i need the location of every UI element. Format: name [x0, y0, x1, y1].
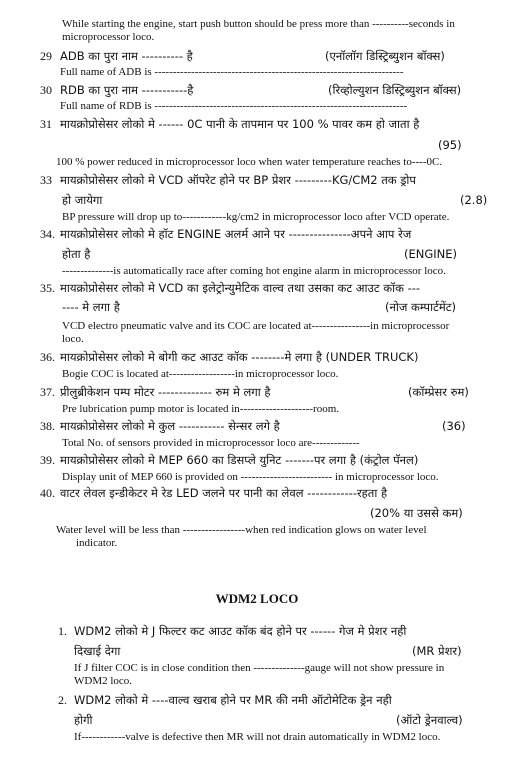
question-34-number: 34.: [40, 227, 55, 241]
question-38-number: 38.: [40, 419, 55, 433]
question-37-answer: (कॉम्प्रेसर रुम): [408, 385, 469, 399]
question-38-english: Total No. of sensors provided in microprocessor loco are-------------: [62, 437, 360, 449]
question-36-english: Bogie COC is located at------------------in microprocessor loco.: [62, 368, 339, 380]
wdm2-question-2-hindi: WDM2 लोको मे ----वाल्व खराब होने पर MR की नमी ऑटोमेटिक ड्रेन नही: [74, 693, 392, 707]
wdm2-question-1-answer: (MR प्रेशर): [412, 644, 462, 658]
question-35-english-line-2: loco.: [62, 333, 84, 345]
question-36-number: 36.: [40, 350, 55, 364]
wdm2-question-1-english: If J filter COC is in close condition then --------------gauge will not show pressure in: [74, 662, 445, 674]
question-36-hindi: मायक्रोप्रोसेसर लोको मे बोगी कट आउट कॉक --------मे लगा है (UNDER TRUCK): [60, 350, 419, 364]
question-40-hindi: वाटर लेवल इन्डीकेटर मे रेड LED जलने पर पानी का लेवल ------------रहता है: [60, 486, 388, 500]
question-37-hindi: प्रीलुब्रीकेशन पम्प मोटर ------------- रुम मे लगा है: [60, 385, 271, 399]
question-35-hindi-line-2: ---- मे लगा है: [62, 300, 120, 314]
question-29-english: Full name of ADB is --------------------------------------------------------------------: [60, 66, 404, 78]
intro-line-1: While starting the engine, start push button should be press more than ----------seconds in: [62, 18, 455, 30]
wdm2-question-1-english-line-2: WDM2 loco.: [74, 675, 133, 687]
question-39-english: Display unit of MEP 660 is provided on ------------------------- in microprocessor loco.: [62, 471, 439, 483]
question-30-hindi: RDB का पुरा नाम -----------है: [60, 83, 194, 97]
question-34-answer: (ENGINE): [404, 247, 458, 261]
section-title: WDM2 LOCO: [215, 591, 299, 606]
question-31-english: 100 % power reduced in microprocessor loco when water temperature reaches to----0C.: [56, 156, 443, 168]
question-39-hindi: मायक्रोप्रोसेसर लोको मे MEP 660 का डिसप्ले युनिट -------पर लगा है (कंट्रोल पॅनल): [60, 453, 419, 467]
question-34-hindi: मायक्रोप्रोसेसर लोको मे हॉट ENGINE अलर्म आने पर ---------------अपने आप रेज: [60, 227, 412, 241]
question-35-hindi: मायक्रोप्रोसेसर लोको मे VCD का इलेट्रोन्युमेटिक वाल्व तथा उसका कट आउट कॉक ---: [60, 281, 421, 295]
question-39-number: 39.: [40, 453, 55, 467]
question-35-answer: (नोज कम्पार्टमेंट): [385, 300, 457, 314]
question-31-answer: (95): [438, 138, 462, 152]
question-34-hindi-line-2: होता है: [62, 247, 91, 261]
question-40-english-line-2: indicator.: [76, 537, 118, 549]
question-35-english: VCD electro pneumatic valve and its COC are located at----------------in microprocessor: [62, 320, 450, 332]
wdm2-question-1-hindi-line-2: दिखाई देगा: [74, 644, 121, 658]
wdm2-question-2-english: If------------valve is defective then MR will not drain automatically in WDM2 loco.: [74, 731, 441, 743]
question-33-english: BP pressure will drop up to------------kg/cm2 in microprocessor loco after VCD operate.: [62, 211, 450, 223]
question-37-english: Pre lubrication pump motor is located in--------------------room.: [62, 403, 340, 415]
question-33-hindi: मायक्रोप्रोसेसर लोको मे VCD ऑपरेट होने पर BP प्रेशर ---------KG/CM2 तक ड्रोप: [60, 173, 416, 187]
intro-line-2: microprocessor loco.: [62, 31, 155, 43]
question-33-number: 33: [40, 173, 52, 187]
question-31-number: 31: [40, 117, 52, 131]
question-30-english: Full name of RDB is ---------------------------------------------------------------------: [60, 100, 408, 112]
wdm2-question-2-hindi-line-2: होगी: [74, 713, 93, 727]
question-40-number: 40.: [40, 486, 55, 500]
question-38-answer: (36): [442, 419, 466, 433]
question-33-answer: (2.8): [460, 193, 488, 207]
wdm2-question-1-number: 1.: [58, 624, 67, 638]
question-33-hindi-line-2: हो जायेगा: [62, 193, 103, 207]
question-30-answer: (रिव्होल्युशन डिस्ट्रिब्युशन बॉक्स): [328, 83, 462, 97]
question-29-hindi: ADB का पुरा नाम ---------- है: [60, 49, 193, 63]
wdm2-question-2-answer: (ऑटो ड्रेनवाल्व): [396, 713, 463, 727]
question-40-english: Water level will be less than -----------------when red indication glows on water level: [56, 524, 427, 536]
question-35-number: 35.: [40, 281, 55, 295]
question-30-number: 30: [40, 83, 52, 97]
wdm2-question-1-hindi: WDM2 लोको मे J फिल्टर कट आउट कॉक बंद होने पर ------ गेज मे प्रेशर नही: [74, 624, 407, 638]
question-29-answer: (एनॉलॉग डिस्ट्रिब्युशन बॉक्स): [325, 49, 445, 63]
question-31-hindi: मायक्रोप्रोसेसर लोको मे ------ 0C पानी के तापमान पर 100 % पावर कम हो जाता है: [60, 117, 420, 131]
question-29-number: 29: [40, 49, 52, 63]
question-34-english: --------------is automatically race after coming hot engine alarm in microprocessor loco.: [62, 265, 446, 277]
question-38-hindi: मायक्रोप्रोसेसर लोको मे कुल ----------- सेन्सर लगे है: [60, 419, 280, 433]
question-37-number: 37.: [40, 385, 55, 399]
wdm2-question-2-number: 2.: [58, 693, 67, 707]
question-40-answer: (20% या उससे कम): [370, 506, 463, 520]
